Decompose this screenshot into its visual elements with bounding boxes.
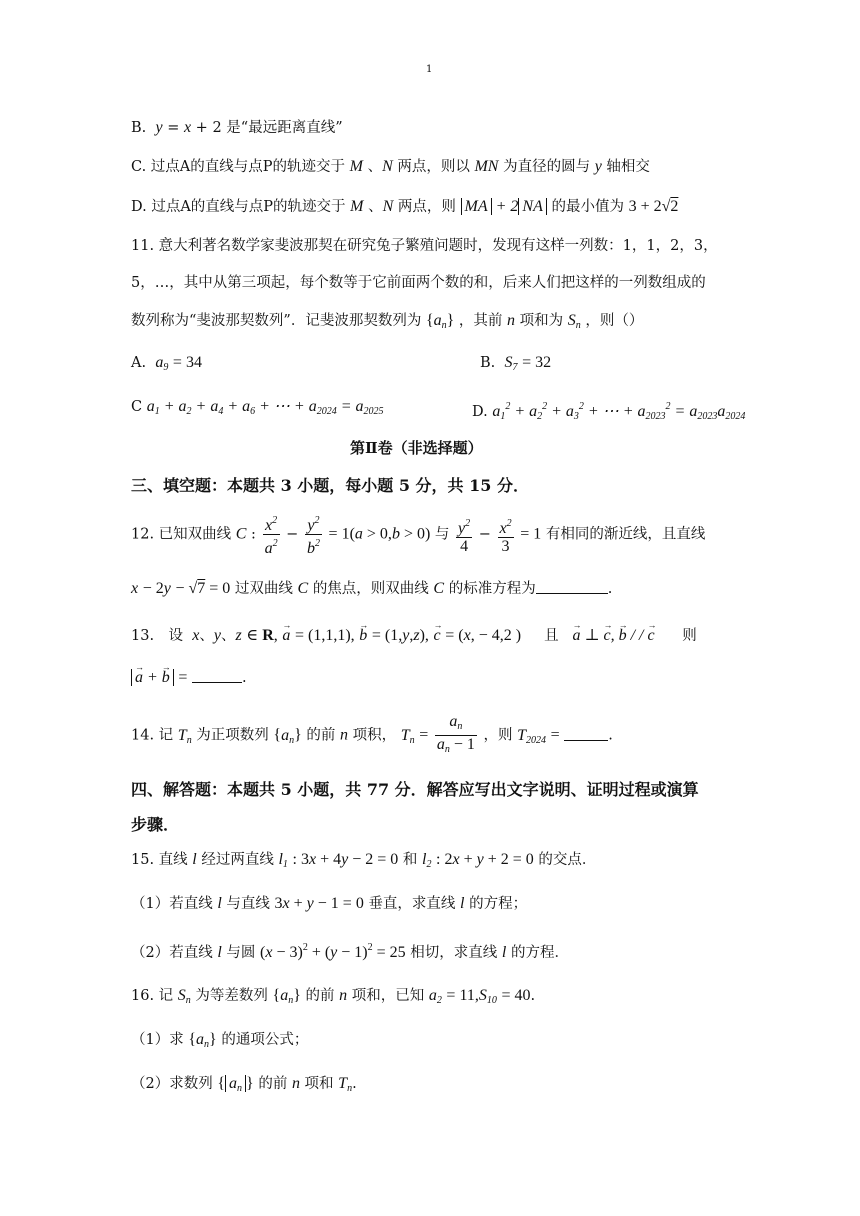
q11-line-3: 数列称为“斐波那契数列”．记斐波那契数列为 $\{a_n\}$ ，其前 n 项和为 $S_n$ ，则（） [131, 312, 644, 331]
q15-line: 15. 直线 l 经过两直线 $l_1$ : 3x + 4y − 2 = 0 和 $l_2$ : 2x + y + 2 = 0 的交点． [131, 851, 597, 870]
part-4-title-line-2: 步骤． [131, 815, 180, 834]
q11-option-d: D. $a_1^2 + a_2^2 + a_3^2$ + ⋯ + $a_{2023}^2 = a_{2023}a_{2024}$ [472, 401, 746, 422]
q10-option-d: D. 过点A的直线与点P的轨迹交于 M 、N 两点，则 MA + 2 NA 的最小值为 3 + 2√2 [131, 198, 679, 215]
q15-part-1: （1）若直线 l 与直线 3x + y − 1 = 0 垂直，求直线 l 的方程； [131, 895, 528, 912]
q11-line-1: 11. 意大利著名数学家斐波那契在研究兔子繁殖问题时，发现有这样一列数：1，1，2，3， [131, 238, 718, 254]
q10-option-b: B. y = x + 2 是“最远距离直线” [131, 119, 343, 136]
section-2-title: 第Ⅱ卷（非选择题） [350, 439, 483, 457]
q10-option-c: C. 过点A的直线与点P的轨迹交于 M 、N 两点，则以 MN 为直径的圆与 y 轴相交 [131, 158, 650, 175]
q13-answer-blank[interactable] [192, 668, 242, 683]
part-3-title: 三、填空题：本题共 3 小题，每小题 5 分，共 15 分． [131, 476, 529, 495]
q13-line-1: 13. 设 x、y、z ∈ R, a → = (1,1,1), b → = (1,y,z), c → = (x, − 4,2 ) 且 a → ⊥ c →, b → / / c → 则 [131, 626, 697, 646]
part-4-title-line-1: 四、解答题：本题共 5 小题，共 77 分．解答应写出文字说明、证明过程或演算 [131, 780, 699, 799]
q11-option-b: B. $S_7 = 32$ [480, 354, 552, 373]
q16-part-2: （2）求数列 { $a_n$ } 的前 n 项和 $T_n$. [131, 1075, 357, 1094]
page-number: 1 [426, 64, 433, 75]
q14-line: 14. 记 $T_n$ 为正项数列 $\{a_n\}$ 的前 n 项积， $T_n$ = $\frac{a_n}{a_n - 1}$ ，则 $T_{2024}$ = . [131, 713, 613, 755]
q15-part-2: （2）若直线 l 与圆 $(x - 3)^2 + (y - 1)^2 = 25$ 相切，求直线 l 的方程． [131, 942, 569, 961]
q11-line-2: 5，…，其中从第三项起，每个数等于它前面两个数的和，后来人们把这样的一列数组成的 [131, 275, 706, 291]
q13-line-2: a → + b → = . [131, 668, 247, 688]
q12-line-2: x − 2y − √7 = 0 过双曲线 C 的焦点，则双曲线 C 的标准方程为 . [131, 580, 613, 597]
q11-option-c: C $a_1 + a_2 + a_4 + a_6$ + ⋯ + $a_{2024} = a_{2025}$ [131, 398, 384, 417]
q14-answer-blank[interactable] [564, 726, 608, 741]
q12-line-1: 12. 已知双曲线 C : $\frac{x^2}{a^2}$ − $\frac{y^2}{b^2}$ = 1(a > 0,b > 0) 与 $\frac{y^2}{4}$ − $\frac{x^2}{3}$ = 1 有相同的渐近线，且直线 [131, 512, 705, 557]
q11-option-a: A. $a_9 = 34$ [131, 354, 202, 373]
q16-line: 16. 记 $S_n$ 为等差数列 $\{a_n\}$ 的前 n 项和，已知 $a_2 = 11,S_{10} = 40$. [131, 987, 536, 1006]
q12-answer-blank[interactable] [536, 579, 608, 594]
q16-part-1: （1）求 $\{a_n\}$ 的通项公式； [131, 1031, 309, 1050]
